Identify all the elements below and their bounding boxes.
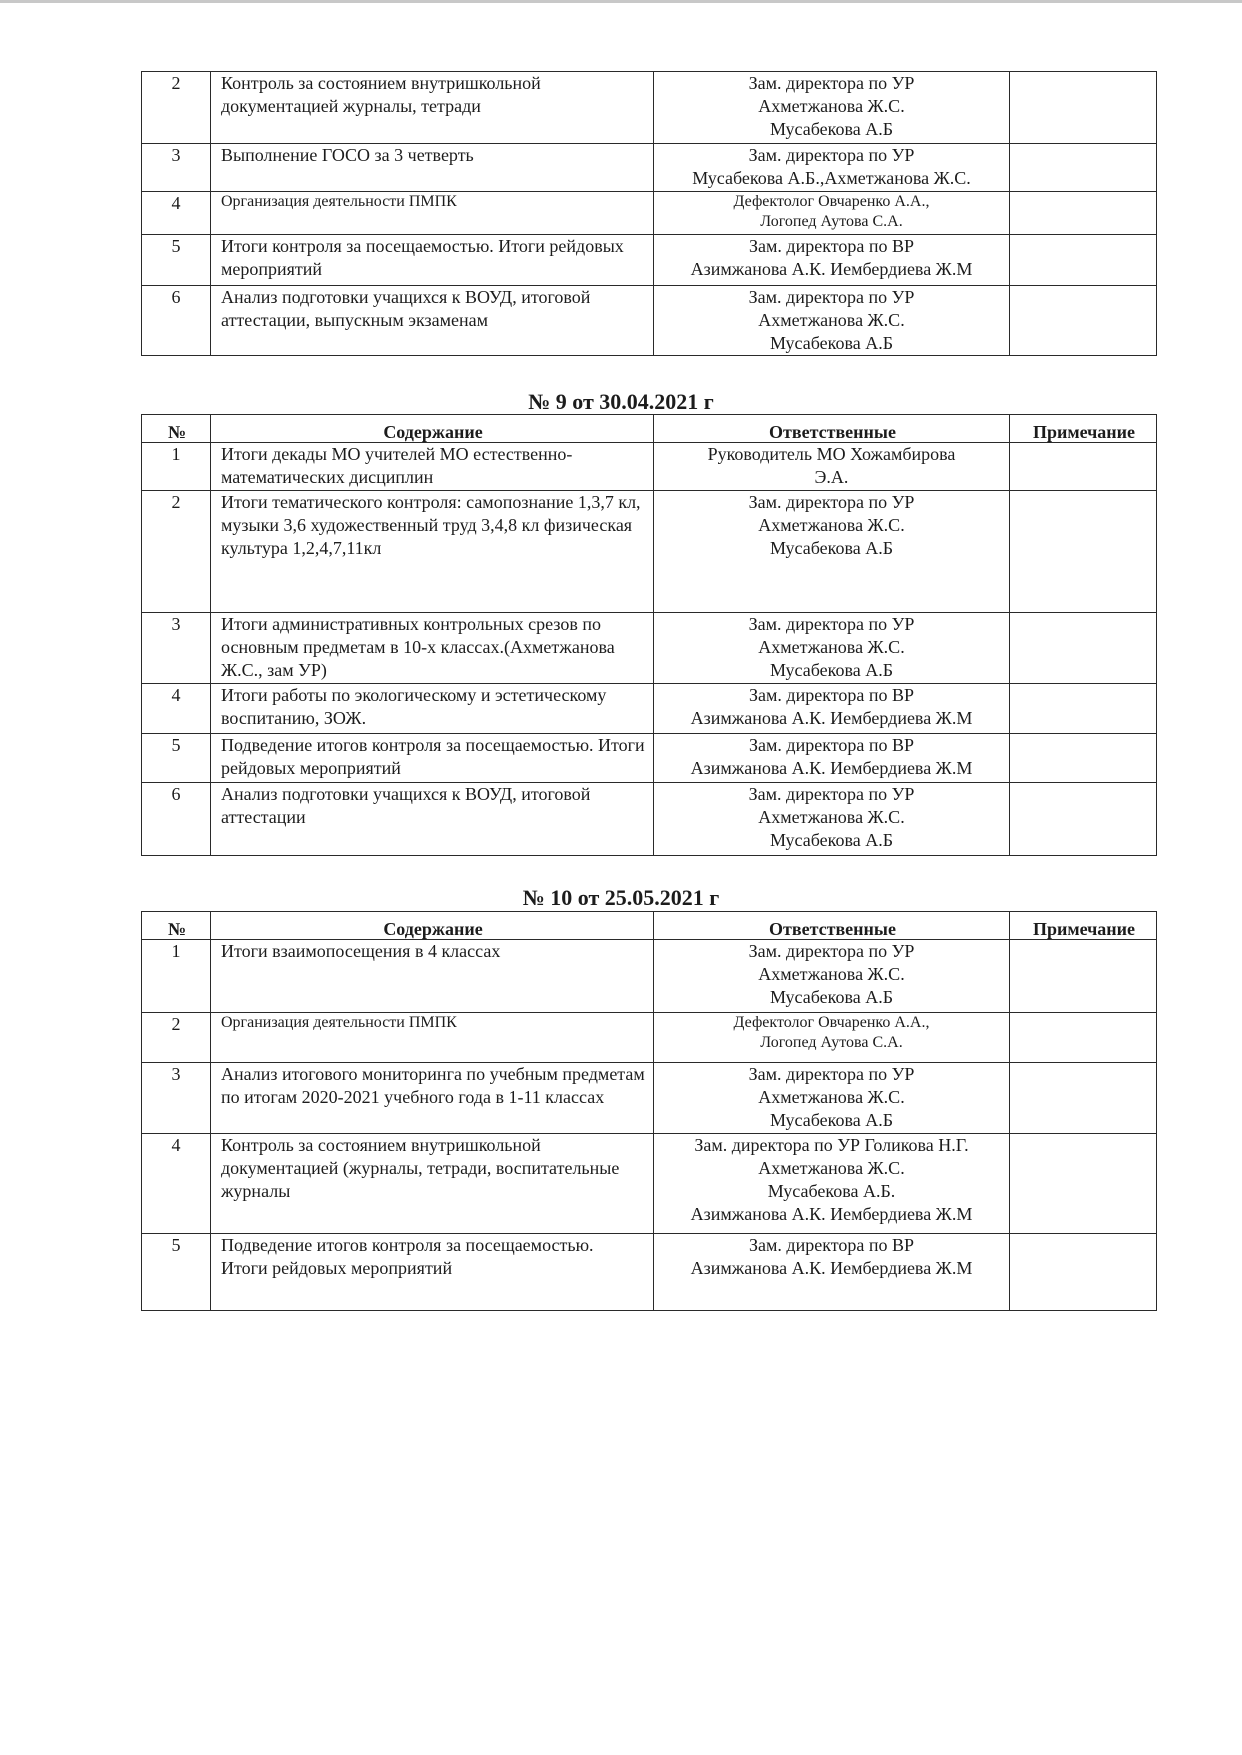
row-note bbox=[1010, 491, 1157, 613]
scan-edge bbox=[0, 0, 1242, 3]
table-row bbox=[142, 1013, 1157, 1063]
table-section-9 bbox=[141, 414, 1157, 856]
row-note bbox=[1010, 684, 1157, 734]
row-number: 4 bbox=[142, 684, 211, 734]
row-content: Итоги декады МО учителей МО естественно-математических дисциплин bbox=[211, 443, 654, 491]
row-responsible: Зам. директора по УР Ахметжанова Ж.С. Мусабекова А.Б bbox=[654, 613, 1010, 684]
row-note bbox=[1010, 286, 1157, 356]
row-responsible: Зам. директора по УР Ахметжанова Ж.С. Мусабекова А.Б bbox=[654, 1063, 1010, 1134]
table-row bbox=[142, 235, 1157, 286]
row-responsible: Зам. директора по ВР Азимжанова А.К. Иембердиева Ж.М bbox=[654, 1234, 1010, 1311]
row-note bbox=[1010, 192, 1157, 235]
row-content: Итоги тематического контроля: самопознание 1,3,7 кл, музыки 3,6 художественный труд 3,4,8 кл физическая культура 1,2,4,7,11кл bbox=[211, 491, 654, 613]
row-content: Анализ подготовки учащихся к ВОУД, итоговой аттестации, выпускным экзаменам bbox=[211, 286, 654, 356]
row-responsible: Зам. директора по УР Ахметжанова Ж.С. Мусабекова А.Б bbox=[654, 940, 1010, 1013]
row-responsible: Зам. директора по УР Ахметжанова Ж.С. Мусабекова А.Б bbox=[654, 491, 1010, 613]
row-responsible: Зам. директора по УР Ахметжанова Ж.С. Мусабекова А.Б bbox=[654, 783, 1010, 856]
header-note: Примечание bbox=[1010, 912, 1157, 940]
row-number: 6 bbox=[142, 783, 211, 856]
header-note: Примечание bbox=[1010, 415, 1157, 443]
table-row bbox=[142, 192, 1157, 235]
table-row bbox=[142, 684, 1157, 734]
row-content: Контроль за состоянием внутришкольной документацией журналы, тетради bbox=[211, 72, 654, 144]
row-responsible: Дефектолог Овчаренко А.А., Логопед Аутова С.А. bbox=[654, 1013, 1010, 1063]
header-num: № bbox=[142, 912, 211, 940]
row-responsible: Зам. директора по ВР Азимжанова А.К. Иембердиева Ж.М bbox=[654, 734, 1010, 783]
row-number: 3 bbox=[142, 613, 211, 684]
row-content: Подведение итогов контроля за посещаемостью. Итоги рейдовых мероприятий bbox=[211, 1234, 654, 1311]
row-number: 1 bbox=[142, 940, 211, 1013]
header-content: Содержание bbox=[211, 415, 654, 443]
row-responsible: Зам. директора по УР Голикова Н.Г. Ахметжанова Ж.С. Мусабекова А.Б. Азимжанова А.К. Иембердиева Ж.М bbox=[654, 1134, 1010, 1234]
row-responsible: Руководитель МО Хожамбирова Э.А. bbox=[654, 443, 1010, 491]
row-note bbox=[1010, 1234, 1157, 1311]
row-responsible: Зам. директора по ВР Азимжанова А.К. Иембердиева Ж.М bbox=[654, 235, 1010, 286]
header-responsible: Ответственные bbox=[654, 912, 1010, 940]
row-number: 6 bbox=[142, 286, 211, 356]
row-responsible: Дефектолог Овчаренко А.А., Логопед Аутова С.А. bbox=[654, 192, 1010, 235]
row-number: 5 bbox=[142, 235, 211, 286]
table-row bbox=[142, 286, 1157, 356]
row-number: 2 bbox=[142, 491, 211, 613]
row-note bbox=[1010, 940, 1157, 1013]
row-content: Подведение итогов контроля за посещаемостью. Итоги рейдовых мероприятий bbox=[211, 734, 654, 783]
row-note bbox=[1010, 144, 1157, 192]
row-responsible: Зам. директора по УР Ахметжанова Ж.С. Мусабекова А.Б bbox=[654, 286, 1010, 356]
header-num: № bbox=[142, 415, 211, 443]
row-content: Организация деятельности ПМПК bbox=[211, 1013, 654, 1063]
row-note bbox=[1010, 1013, 1157, 1063]
row-content: Итоги взаимопосещения в 4 классах bbox=[211, 940, 654, 1013]
row-content: Выполнение ГОСО за 3 четверть bbox=[211, 144, 654, 192]
row-responsible: Зам. директора по ВР Азимжанова А.К. Иембердиева Ж.М bbox=[654, 684, 1010, 734]
row-content: Анализ итогового мониторинга по учебным предметам по итогам 2020-2021 учебного года в 1-11 классах bbox=[211, 1063, 654, 1134]
row-number: 4 bbox=[142, 192, 211, 235]
table-row bbox=[142, 72, 1157, 144]
section-9-title: № 9 от 30.04.2021 г bbox=[528, 389, 714, 414]
row-content: Итоги работы по экологическому и эстетическому воспитанию, ЗОЖ. bbox=[211, 684, 654, 734]
row-note bbox=[1010, 443, 1157, 491]
table-row bbox=[142, 613, 1157, 684]
row-content: Анализ подготовки учащихся к ВОУД, итоговой аттестации bbox=[211, 783, 654, 856]
row-number: 2 bbox=[142, 1013, 211, 1063]
row-responsible: Зам. директора по УР Мусабекова А.Б.,Ахметжанова Ж.С. bbox=[654, 144, 1010, 192]
section-10-title: № 10 от 25.05.2021 г bbox=[522, 885, 720, 910]
row-responsible: Зам. директора по УР Ахметжанова Ж.С. Мусабекова А.Б bbox=[654, 72, 1010, 144]
row-number: 1 bbox=[142, 443, 211, 491]
row-content: Контроль за состоянием внутришкольной документацией (журналы, тетради, воспитательные журналы bbox=[211, 1134, 654, 1234]
row-number: 5 bbox=[142, 734, 211, 783]
row-number: 2 bbox=[142, 72, 211, 144]
header-content: Содержание bbox=[211, 912, 654, 940]
row-content: Итоги административных контрольных срезов по основным предметам в 10-х классах.(Ахметжанова Ж.С., зам УР) bbox=[211, 613, 654, 684]
row-number: 3 bbox=[142, 144, 211, 192]
table-row bbox=[142, 144, 1157, 192]
row-number: 5 bbox=[142, 1234, 211, 1311]
row-note bbox=[1010, 613, 1157, 684]
table-row bbox=[142, 443, 1157, 491]
table-prev bbox=[141, 71, 1157, 356]
row-note bbox=[1010, 235, 1157, 286]
table-row bbox=[142, 1234, 1157, 1311]
row-number: 3 bbox=[142, 1063, 211, 1134]
row-number: 4 bbox=[142, 1134, 211, 1234]
row-note bbox=[1010, 734, 1157, 783]
row-note bbox=[1010, 72, 1157, 144]
table-row bbox=[142, 491, 1157, 613]
table-row bbox=[142, 1134, 1157, 1234]
table-row bbox=[142, 1063, 1157, 1134]
row-note bbox=[1010, 1134, 1157, 1234]
row-content: Организация деятельности ПМПК bbox=[211, 192, 654, 235]
table-header-row bbox=[142, 912, 1157, 940]
table-row bbox=[142, 940, 1157, 1013]
row-content: Итоги контроля за посещаемостью. Итоги рейдовых мероприятий bbox=[211, 235, 654, 286]
table-header-row bbox=[142, 415, 1157, 443]
table-row bbox=[142, 734, 1157, 783]
table-section-10 bbox=[141, 911, 1157, 1311]
table-row bbox=[142, 783, 1157, 856]
row-note bbox=[1010, 1063, 1157, 1134]
row-note bbox=[1010, 783, 1157, 856]
header-responsible: Ответственные bbox=[654, 415, 1010, 443]
